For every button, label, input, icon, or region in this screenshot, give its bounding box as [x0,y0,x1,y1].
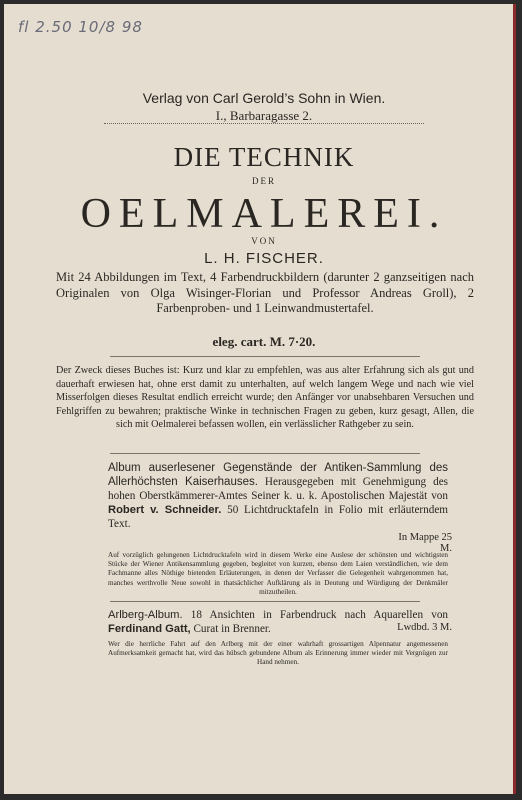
book-description: Mit 24 Abbildungen im Text, 4 Farbendruckbildern (darunter 2 ganzseitigen nach Originalen von Olga Wisinger-Florian und Professor Andreas Groll), 2 Farbenproben- und 1 Leinwandmustertafel. [56,270,474,315]
arlberg-text-2: Curat in Brenner. [193,623,271,635]
album-editor: Robert v. Schneider. [108,504,222,516]
book-title-von: VON [251,236,277,246]
album-text-2: 50 Lichtdrucktafeln in Folio mit erläuterndem Text. [108,504,448,530]
book-title-line-1: DIE TECHNIK [173,142,355,172]
catalog-page [4,4,516,794]
arlberg-note: Wer die herrliche Fahrt auf den Arlberg mit der einer wahrhaft grossartigen Alpennatur angemessenen Aufmerksamkeit gemacht hat, wird das hübsch gebundene Album als Erinnerung immer wieder mit Vergnügen zur Hand nehmen. [108,640,448,667]
address-line: I., Barbaragasse 2. [215,108,313,123]
arlberg-text-1: 18 Ansichten in Farbendruck nach Aquarellen von [190,609,449,621]
publisher-line: Verlag von Carl Gerold’s Sohn in Wien. [142,90,386,106]
book-title-line-2: OELMALEREI. [80,191,448,237]
section-divider [110,356,420,357]
dotted-divider [104,123,424,124]
album-price: In Mappe 25 M. [398,532,452,554]
book-author: L. H. FISCHER. [204,250,324,267]
section-divider [110,601,420,602]
album-note: Auf vorzüglich gelungenen Lichtdrucktafeln wird in diesem Werke eine Auslese der schönsten und wichtigsten Stücke der Wiener Antikensammlung gegeben, begleitet von kurzen, ebenso dem Laien verständlichen, wie dem Fachmanne alles Nöthige bietenden Erläuterungen, in denen der Verfasser die Gelegenheit wahrgenommen hat, manches werthvolle Neue sowohl in thatsächlicher Aufklärung als in Deutung und Würdigung der Denkmäler mitzutheilen. [108,551,448,596]
handwritten-price-note: fl 2.50 10/8 98 [18,18,143,36]
arlberg-price: Lwdbd. 3 M. [397,622,452,633]
album-text-1: Herausgegeben mit Genehmigung des hohen Oberstkämmerer-Amtes Seiner k. u. k. Apostolischen Majestät von [108,476,449,502]
arlberg-title: Arlberg-Album. [108,609,183,621]
book-purpose-text: Der Zweck dieses Buches ist: Kurz und klar zu empfehlen, was aus alter Erfahrung sich als gut und dauerhaft erwiesen hat, ohne erst damit zu unterhalten, auf welch langem Wege und nach wie viel Misserfolgen dieses Resultat endlich erreicht wurde; den Anfänger vor unabsehbaren Versuchen und Fehlgriffen zu bewahren; praktische Winke in technischen Fragen zu geben, kurz gesagt, Allen, die sich mit Oelmalerei befassen wollen, ein verlässlicher Rathgeber zu sein. [56,365,474,431]
section-divider [110,453,420,454]
book-price: eleg. cart. M. 7·20. [212,334,316,349]
book-title-der: DER [252,176,276,186]
album-entry [108,461,448,531]
arlberg-artist: Ferdinand Gatt, [108,623,191,635]
album-title: Album auserlesener Gegenstände der Antiken-Sammlung des Allerhöchsten Kaiserhauses. [108,462,448,488]
